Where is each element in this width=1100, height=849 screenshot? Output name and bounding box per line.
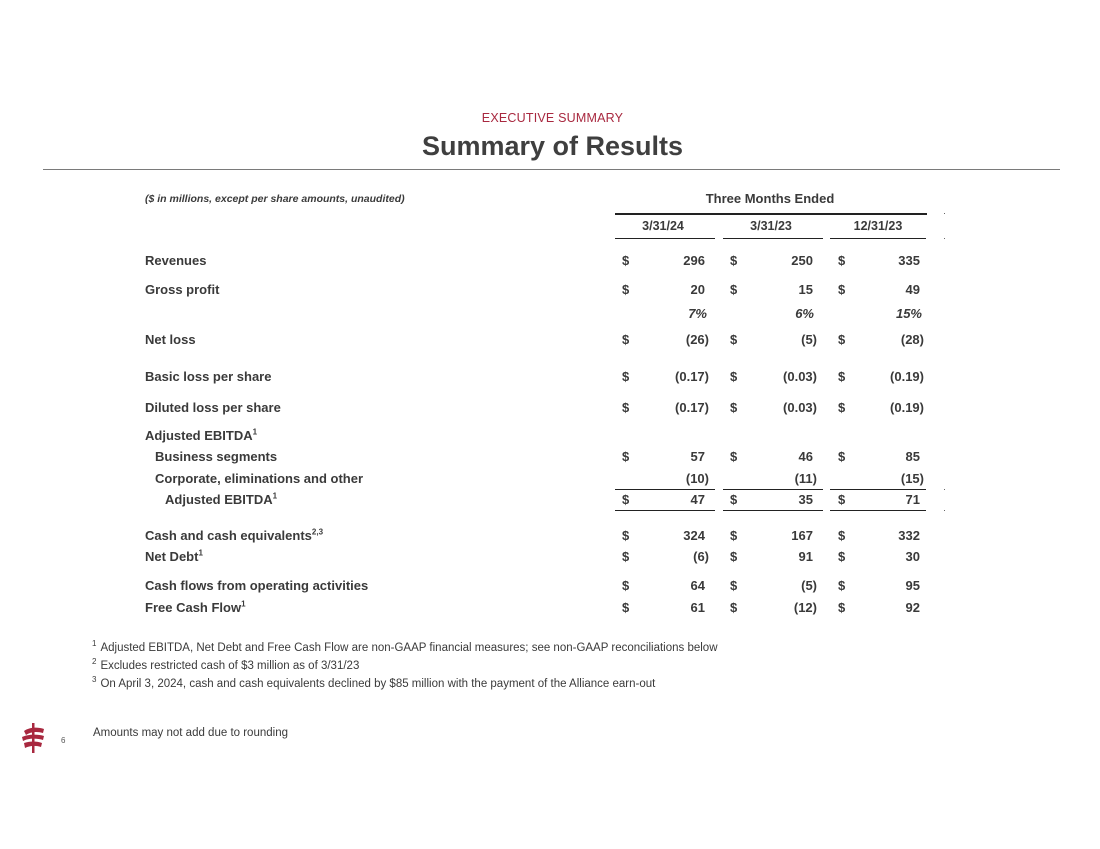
row-label: Cash and cash equivalents$^{2,3}$ xyxy=(145,527,324,543)
table-row-net-loss xyxy=(0,332,1100,350)
value-cell: (11) xyxy=(794,471,817,486)
value-cell: (0.19) xyxy=(890,369,924,384)
currency-symbol: $ xyxy=(622,549,630,564)
table-row-basic-loss-per-share xyxy=(0,369,1100,387)
table-row-gross-margin xyxy=(0,306,1100,324)
table-row-business-segments xyxy=(0,449,1100,467)
value-cell: 324 xyxy=(683,528,705,543)
row-label: Free Cash Flow$^1$ xyxy=(145,599,246,615)
value-cell: (10) xyxy=(685,471,709,486)
currency-symbol: $ xyxy=(622,253,630,268)
currency-symbol: $ xyxy=(622,282,630,297)
value-cell: (28) xyxy=(900,332,924,347)
value-cell: 49 xyxy=(905,282,920,297)
currency-symbol: $ xyxy=(730,492,738,507)
value-cell: (0.17) xyxy=(675,400,709,415)
row-label: Gross profit xyxy=(145,282,220,297)
currency-symbol: $ xyxy=(622,332,630,347)
footnote-ref: 1 xyxy=(198,548,203,558)
value-cell: 296 xyxy=(683,253,705,268)
footnote-ref: 2,3 xyxy=(311,527,324,537)
row-label: Corporate, eliminations and other xyxy=(155,471,364,486)
currency-symbol: $ xyxy=(838,578,846,593)
currency-symbol: $ xyxy=(838,600,846,615)
row-label: Cash flows from operating activities xyxy=(145,578,369,593)
page-title: Summary of Results xyxy=(421,131,684,161)
table-row-adjusted-ebitda-header xyxy=(0,428,1100,446)
currency-symbol: $ xyxy=(622,369,630,384)
currency-symbol: $ xyxy=(622,449,630,464)
value-cell: (0.03) xyxy=(783,369,817,384)
currency-symbol: $ xyxy=(622,578,630,593)
subtotal-rule xyxy=(615,489,715,490)
column-header-q4-23: 12/31/23 xyxy=(853,219,903,233)
currency-symbol: $ xyxy=(838,549,846,564)
value-cell: 46 xyxy=(798,449,813,464)
currency-symbol: $ xyxy=(730,449,738,464)
currency-symbol: $ xyxy=(622,492,630,507)
table-row-net-debt xyxy=(0,549,1100,567)
currency-symbol: $ xyxy=(838,492,846,507)
value-cell: (0.19) xyxy=(890,400,924,415)
value-cell: 85 xyxy=(905,449,920,464)
value-cell: 30 xyxy=(905,549,920,564)
footnote: $^2$ Excludes restricted cash of $3 million as of 3/31/23 xyxy=(92,657,360,672)
table-subnote: ($ in millions, except per share amounts, unaudited) xyxy=(145,193,405,205)
row-label: Revenues xyxy=(145,253,207,268)
currency-symbol: $ xyxy=(730,332,738,347)
value-cell: (5) xyxy=(801,578,817,593)
currency-symbol: $ xyxy=(622,528,630,543)
currency-symbol: $ xyxy=(838,369,846,384)
value-cell: 71 xyxy=(905,492,920,507)
table-row-free-cash-flow xyxy=(0,600,1100,618)
footnote-ref: 1 xyxy=(252,427,258,437)
value-cell: 47 xyxy=(690,492,705,507)
title-divider xyxy=(43,169,1060,170)
page-number: 6 xyxy=(61,736,66,745)
total-rule xyxy=(830,510,926,511)
value-cell: 61 xyxy=(690,600,705,615)
value-cell: 64 xyxy=(690,578,705,593)
column-header-q1-24: 3/31/24 xyxy=(642,219,684,233)
table-row-diluted-loss-per-share xyxy=(0,400,1100,418)
value-cell: 92 xyxy=(905,600,920,615)
currency-symbol: $ xyxy=(730,253,738,268)
currency-symbol: $ xyxy=(730,600,738,615)
value-cell: (15) xyxy=(900,471,924,486)
tick-mark xyxy=(944,238,945,239)
value-cell: 20 xyxy=(690,282,705,297)
footnotes xyxy=(92,639,718,696)
value-cell: (0.17) xyxy=(675,369,709,384)
column-rule xyxy=(615,238,715,239)
table-row-cash-flows-operating xyxy=(0,578,1100,596)
value-cell: 91 xyxy=(798,549,813,564)
currency-symbol: $ xyxy=(622,400,630,415)
table-row-gross-profit xyxy=(0,282,1100,300)
subtotal-rule xyxy=(723,489,823,490)
footnote: $^3$ On April 3, 2024, cash and cash equivalents declined by $85 million with the payment of the Alliance earn-out xyxy=(92,675,656,690)
currency-symbol: $ xyxy=(730,549,738,564)
rounding-note: Amounts may not add due to rounding xyxy=(93,727,288,739)
table-row-corporate xyxy=(0,471,1100,489)
currency-symbol: $ xyxy=(730,528,738,543)
row-label: Business segments xyxy=(155,449,278,464)
currency-symbol: $ xyxy=(622,600,630,615)
tick-mark xyxy=(944,489,945,490)
currency-symbol: $ xyxy=(838,400,846,415)
margin-cell: 7% xyxy=(688,306,707,321)
currency-symbol: $ xyxy=(730,400,738,415)
currency-symbol: $ xyxy=(730,369,738,384)
column-header-q1-23: 3/31/23 xyxy=(750,219,792,233)
currency-symbol: $ xyxy=(730,282,738,297)
footnote-ref: 1 xyxy=(272,491,278,501)
table-row-cash xyxy=(0,528,1100,546)
section-eyebrow: EXECUTIVE SUMMARY xyxy=(481,111,624,125)
row-label: Net loss xyxy=(145,332,196,347)
value-cell: 15 xyxy=(798,282,813,297)
table-row-adjusted-ebitda-total xyxy=(0,492,1100,510)
footnote: $^1$ Adjusted EBITDA, Net Debt and Free Cash Flow are non-GAAP financial measures; see non-GAAP reconciliations below xyxy=(92,639,718,654)
margin-cell: 6% xyxy=(795,306,814,321)
value-cell: 335 xyxy=(898,253,920,268)
value-cell: 250 xyxy=(791,253,813,268)
currency-symbol: $ xyxy=(730,578,738,593)
value-cell: 167 xyxy=(791,528,813,543)
footnote-ref: 1 xyxy=(241,599,246,609)
table-row-revenues xyxy=(0,253,1100,271)
value-cell: (6) xyxy=(693,549,709,564)
period-rule xyxy=(615,213,927,215)
tick-mark xyxy=(944,213,945,214)
currency-symbol: $ xyxy=(838,332,846,347)
value-cell: (12) xyxy=(793,600,817,615)
period-heading: Three Months Ended xyxy=(705,191,835,206)
tick-mark xyxy=(944,510,945,511)
value-cell: 332 xyxy=(898,528,920,543)
total-rule xyxy=(723,510,823,511)
row-label: Adjusted EBITDA$^1$ xyxy=(165,491,278,507)
row-label: Adjusted EBITDA$^1$ xyxy=(145,427,258,443)
value-cell: 95 xyxy=(905,578,920,593)
value-cell: (0.03) xyxy=(783,400,817,415)
row-label: Net Debt$^1$ xyxy=(145,548,203,564)
currency-symbol: $ xyxy=(838,253,846,268)
currency-symbol: $ xyxy=(838,449,846,464)
value-cell: (5) xyxy=(801,332,817,347)
row-label: Diluted loss per share xyxy=(145,400,281,415)
value-cell: 35 xyxy=(798,492,813,507)
value-cell: (26) xyxy=(685,332,709,347)
subtotal-rule xyxy=(830,489,926,490)
column-rule xyxy=(723,238,823,239)
company-logo-icon xyxy=(20,723,46,753)
total-rule xyxy=(615,510,715,511)
column-rule xyxy=(830,238,926,239)
margin-cell: 15% xyxy=(895,306,922,321)
value-cell: 57 xyxy=(690,449,705,464)
currency-symbol: $ xyxy=(838,282,846,297)
currency-symbol: $ xyxy=(838,528,846,543)
row-label: Basic loss per share xyxy=(145,369,272,384)
